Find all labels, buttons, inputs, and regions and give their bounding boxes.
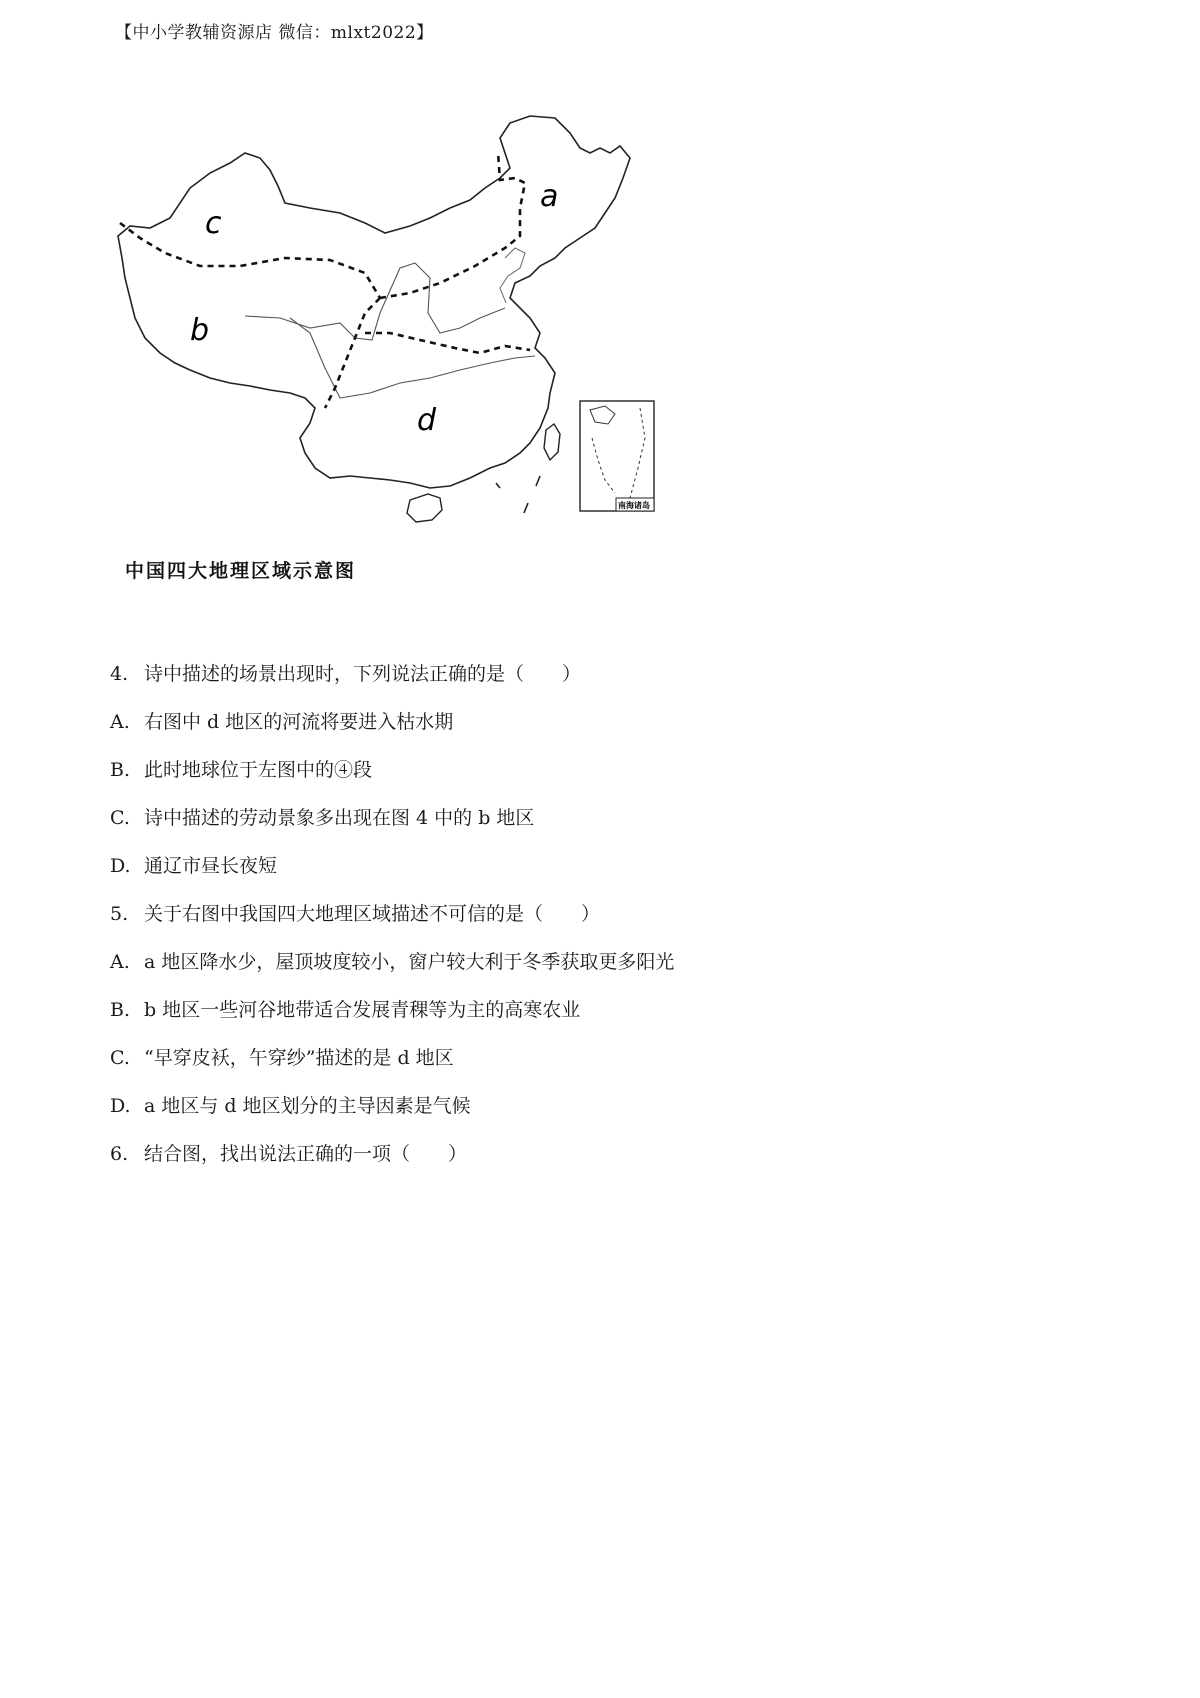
question-4-option-a: A. 右图中 d 地区的河流将要进入枯水期: [110, 711, 454, 733]
region-label-a: a: [540, 179, 559, 214]
boundary-c-b: [120, 223, 380, 298]
yellow-river: [245, 263, 505, 340]
region-label-b: b: [190, 313, 210, 348]
country-outline: [118, 116, 630, 488]
question-4-option-c: C. 诗中描述的劳动景象多出现在图 4 中的 b 地区: [110, 807, 535, 829]
question-5-option-a: A. a 地区降水少，屋顶坡度较小，窗户较大利于冬季获取更多阳光: [110, 951, 675, 973]
question-4-stem: 4. 诗中描述的场景出现时，下列说法正确的是（ ）: [110, 663, 582, 685]
scs-dashes: [496, 476, 540, 513]
question-6-stem: 6. 结合图，找出说法正确的一项（ ）: [110, 1143, 468, 1165]
yangtze-river: [290, 318, 535, 398]
region-boundaries: [120, 153, 530, 408]
boundary-a-d: [365, 333, 530, 353]
question-4-option-b: B. 此时地球位于左图中的④段: [110, 759, 373, 781]
map-svg: [110, 108, 730, 588]
hainan-island: [407, 494, 442, 522]
page-header: 【中小学教辅资源店 微信：mlxt2022】: [115, 23, 434, 43]
question-5-option-d: D. a 地区与 d 地区划分的主导因素是气候: [110, 1095, 471, 1117]
map-caption: 中国四大地理区域示意图: [125, 560, 357, 582]
inset-label: 南海诸岛: [618, 501, 650, 510]
region-label-d: d: [417, 403, 437, 438]
question-5-option-b: B. b 地区一些河谷地带适合发展青稞等为主的高寒农业: [110, 999, 581, 1021]
question-4-option-d: D. 通辽市昼长夜短: [110, 855, 278, 877]
region-label-c: c: [205, 206, 222, 241]
taiwan-island: [544, 424, 560, 460]
question-5-option-c: C. “早穿皮袄，午穿纱”描述的是 d 地区: [110, 1047, 454, 1069]
boundary-b-d: [325, 298, 380, 408]
questions-block: [110, 650, 1110, 1178]
question-5-stem: 5. 关于右图中我国四大地理区域描述不可信的是（ ）: [110, 903, 601, 925]
china-regions-map: [110, 108, 730, 588]
south-china-sea-inset: [580, 401, 654, 511]
bohai-coast: [500, 248, 525, 303]
